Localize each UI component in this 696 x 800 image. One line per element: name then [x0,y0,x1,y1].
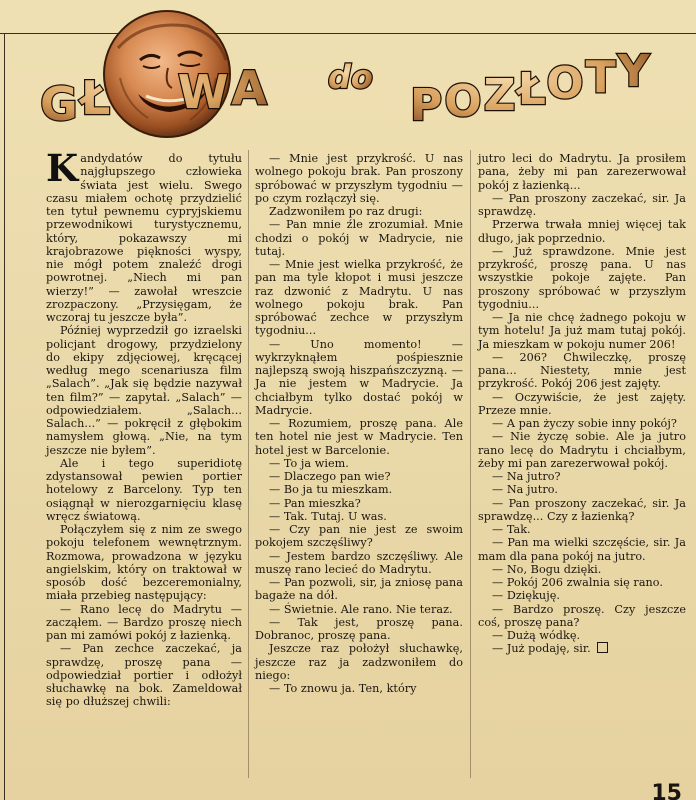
paragraph: — Tak. [492,523,531,536]
paragraph: Połączyłem się z nim ze swego pokoju telefonem wewnętrznym. Rozmowa, prowadzona w języku angielskim, który on traktował w sposób dość bezceremonialny, miała przebieg następujący: [46,523,242,603]
paragraph: — Pan pozwoli, sir, ja zniosę pana bagaże na dół. [255,576,463,603]
paragraph: — Bo ja tu mieszkam. [269,483,393,497]
paragraph: — Czy pan nie jest ze swoim pokojem szczęśliwy? [255,523,463,550]
left-rule [4,33,5,800]
paragraph: — Ja nie chcę żadnego pokoju w tym hotelu! Ja już mam tutaj pokój. Ja mieszkam w pokoju numer 206! [478,311,686,351]
paragraph: — To znowu ja. Ten, który [269,682,417,695]
title-letters-glowa [40,61,268,131]
paragraph: Przerwa trwała mniej więcej tak długo, jak poprzednio. [478,218,686,245]
paragraph: — Pan mieszka? [269,496,361,510]
paragraph: jutro leci do Madrytu. Ja prosiłem pana, żeby mi pan zarezerwował pokój z łazienką... [478,152,686,192]
paragraph: — Mnie jest wielka przykrość, że pan ma tyle kłopot i musi jeszcze raz dzwonić z Madrytu. U nas wolnego pokoju brak. Pan spróbować zechce w przyszłym tygodniu... [255,258,463,338]
title-letters-pozloty: POZŁOTY [410,48,650,131]
paragraph: Ale i tego superidiotę zdystansował pewien portier hotelowy z Barcelony. Typ ten osiągnął w nierozgarnięciu klasę wręcz światową. [46,456,242,523]
paragraph: — Już podaję, sir. [478,642,686,655]
paragraph: — Pan ma wielki szczęście, sir. Ja mam dla pana pokój na jutro. [478,536,686,563]
paragraph: Kandydatów do tytułu najgłupszego człowieka świata jest wielu. Swego czasu miałem ochotę przydzielić ten tytuł pewnemu cypryjskiemu przewodnikowi turystycznemu, który, pokazawszy mi krajobrazowe piękności wyspy, nie mógł potem znaleźć drogi powrotnej. „Niech mi pan wierzy!” — zawołał wreszcie zrozpaczony. „Przysięgam, że wczoraj tu jeszcze była”. [46,146,242,324]
paragraph: — Pan mnie źle zrozumiał. Mnie chodzi o pokój w Madrycie, nie tutaj. [255,218,463,258]
paragraph: — Oczywiście, że jest zajęty. Przeze mnie. [478,390,686,417]
paragraph: — Rano lecę do Madrytu — zacząłem. — Bardzo proszę niech pan mi zamówi pokój z łazienką. [46,602,242,642]
paragraph: — Tak. Tutaj. U was. [269,509,387,523]
paragraph: Później wyprzedził go izraelski policjant drogowy, przydzielony do ekipy zdjęciowej, kręcącej według mego scenariusza film „Salach”. „Jak się będzie nazywał ten film?” — zapytał. „Salach” — odpowiedziałem. „Salach... Salach...” — pokręcił z głębokim namysłem głową. „Nie, na tym jeszcze nie byłem”. [46,324,242,457]
paragraph: — Już sprawdzone. Mnie jest przykrość, proszę pana. U nas wszystkie pokoje zajęte. Pan proszony spróbować w przyszłym tygodniu... [478,244,686,311]
paragraph: — Mnie jest przykrość. U nas wolnego pokoju brak. Pan proszony spróbować w przyszłym tygodniu — po czym rozłączył się. [255,152,463,205]
paragraph: — Pan proszony zaczekać, sir. Ja sprawdzę. [478,191,686,218]
paragraph: — No, Bogu dzięki. [492,562,602,576]
title-l: Ł [80,71,108,125]
title-g: G [40,77,79,131]
end-of-article-mark [597,642,608,653]
paragraph: Jeszcze raz położył słuchawkę, jeszcze raz ja zadzwoniłem do niego: [255,642,463,682]
paragraph: — Świetnie. Ale rano. Nie teraz. [269,602,453,616]
paragraph: Zadzwoniłem po raz drugi: [269,205,423,218]
paragraph: — Dużą wódkę. [492,629,581,642]
title-a: A [231,61,269,115]
page-number: 15 [651,781,682,800]
column-rule-1 [248,150,249,778]
article-column-3 [478,152,686,656]
paragraph: — Pan proszony zaczekać, sir. Ja sprawdzę... Czy z łazienką? [478,496,686,523]
paragraph: — Dziękuję. [492,589,560,603]
paragraph: — Nie życzę sobie. Ale ja jutro rano lecę do Madrytu i chciałbym, żeby mi pan zarezerwował pokój. [478,430,686,470]
paragraph: — 206? Chwileczkę, proszę pana... Niestety, mnie jest przykrość. Pokój 206 jest zajęty. [478,350,686,391]
paragraph: — Pan zechce zaczekać, ja sprawdzę, proszę pana — odpowiedział portier i odłożył słuchawkę na bok. Zameldował się po dłuższej chwili: [46,642,242,709]
paragraph: — Tak jest, proszę pana. Dobranoc, proszę pana. [255,615,463,642]
paragraph: — Bardzo proszę. Czy jeszcze coś, proszę pana? [478,602,686,629]
paragraph: — Dlaczego pan wie? [269,470,391,483]
paragraph: — To ja wiem. [269,456,349,470]
article-column-2 [255,152,463,695]
paragraph: — A pan życzy sobie inny pokój? [492,417,677,430]
title-word-do: do [328,58,373,96]
column-rule-2 [470,150,471,778]
article-column-1 [46,146,242,709]
paragraph: — Na jutro. [492,483,558,497]
title-w: W [177,65,228,119]
paragraph: — Pokój 206 zwalnia się rano. [492,576,663,589]
paragraph: — Rozumiem, proszę pana. Ale ten hotel nie jest w Madrycie. Ten hotel jest w Barcelonie. [255,417,463,457]
paragraph: — Jestem bardzo szczęśliwy. Ale muszę rano lecieć do Madrytu. [255,549,463,576]
paragraph: — Na jutro? [492,470,561,483]
drop-cap: K [46,146,79,190]
paragraph: — Uno momento! — wykrzyknąłem pośpiesznie najlepszą swoją hiszpańszczyzną. — Ja nie jestem w Madrycie. Ja chciałbym tylko dostać pokój w Madrycie. [255,337,463,417]
article-title [40,48,690,138]
